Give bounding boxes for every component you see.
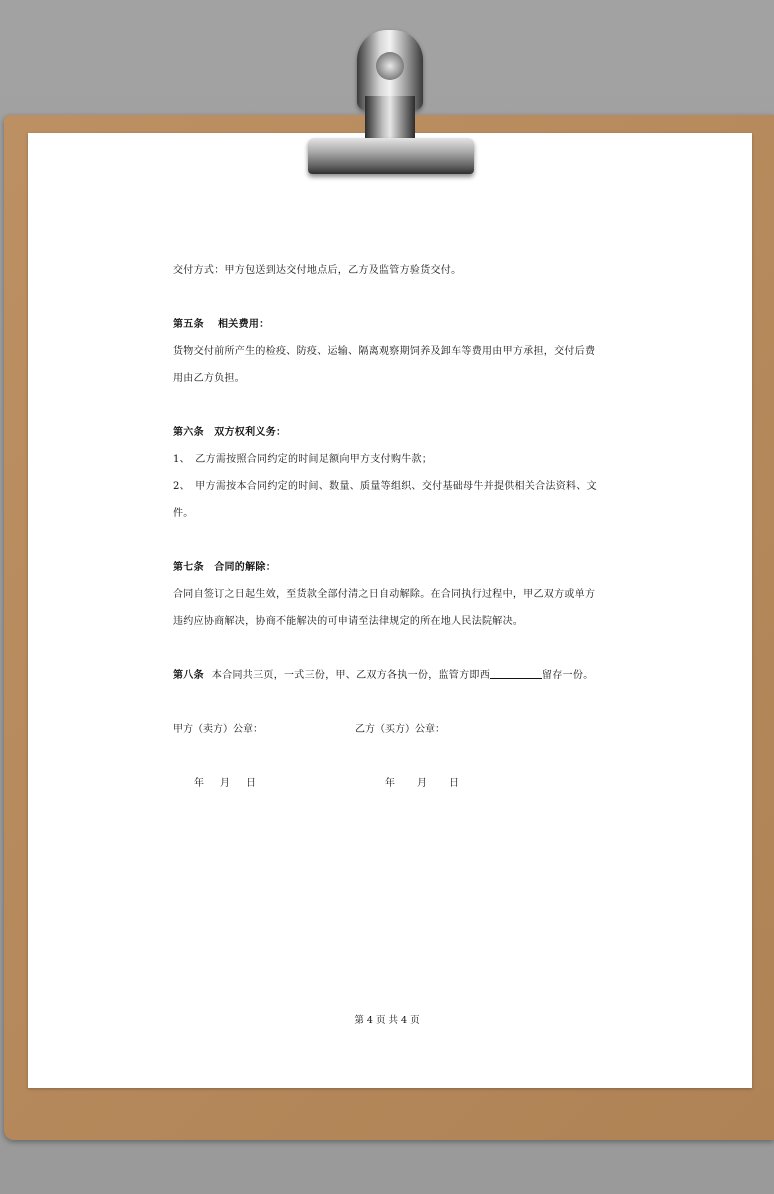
article-6-heading: 第六条 双方权利义务：: [173, 427, 287, 438]
delivery-method-text: 交付方式：甲方包送到达交付地点后，乙方及监管方验货交付。: [173, 265, 462, 276]
article-5-heading: 第五条 相关费用：: [173, 319, 270, 330]
party-a-date-month: 月: [220, 778, 230, 789]
article-6-item-2-line-1: 2、 甲方需按本合同约定的时间、数量、质量等组织、交付基础母牛并提供相关合法资料、文: [173, 481, 597, 492]
article-8-heading: 第八条: [173, 670, 204, 681]
article-6-item-2-line-2: 件。: [173, 508, 194, 519]
article-5-text-line-2: 用由乙方负担。: [173, 373, 246, 384]
binder-clip-neck: [365, 96, 415, 142]
article-7-text-line-2: 违约应协商解决，协商不能解决的可申请至法律规定的所在地人民法院解决。: [173, 616, 524, 627]
party-b-date-month: 月: [417, 778, 427, 789]
binder-clip-base: [308, 138, 474, 174]
party-a-seal-label: 甲方（卖方）公章：: [173, 724, 263, 735]
party-b-date-day: 日: [449, 778, 459, 789]
party-b-date-year: 年: [385, 778, 395, 789]
article-7-heading: 第七条 合同的解除：: [173, 562, 276, 573]
binder-clip-hole: [376, 52, 404, 80]
party-a-date-day: 日: [246, 778, 256, 789]
article-6-item-1: 1、 乙方需按照合同约定的时间足额向甲方支付购牛款；: [173, 454, 433, 465]
article-8-text: 本合同共三页，一式三份，甲、乙双方各执一份，监管方即西: [211, 670, 491, 681]
article-5-text-line-1: 货物交付前所产生的检疫、防疫、运输、隔离观察期饲养及卸车等费用由甲方承担，交付后费: [173, 346, 596, 357]
fill-in-blank: [490, 678, 542, 679]
article-8-paragraph: [173, 670, 594, 682]
article-8-tail: 留存一份。: [542, 670, 594, 681]
page-footer: 第 4 页 共 4 页: [354, 1015, 420, 1026]
party-a-date-year: 年: [194, 778, 204, 789]
party-b-seal-label: 乙方（买方）公章：: [355, 724, 445, 735]
article-7-text-line-1: 合同自签订之日起生效，至货款全部付清之日自动解除。在合同执行过程中，甲乙双方或单方: [173, 589, 596, 600]
